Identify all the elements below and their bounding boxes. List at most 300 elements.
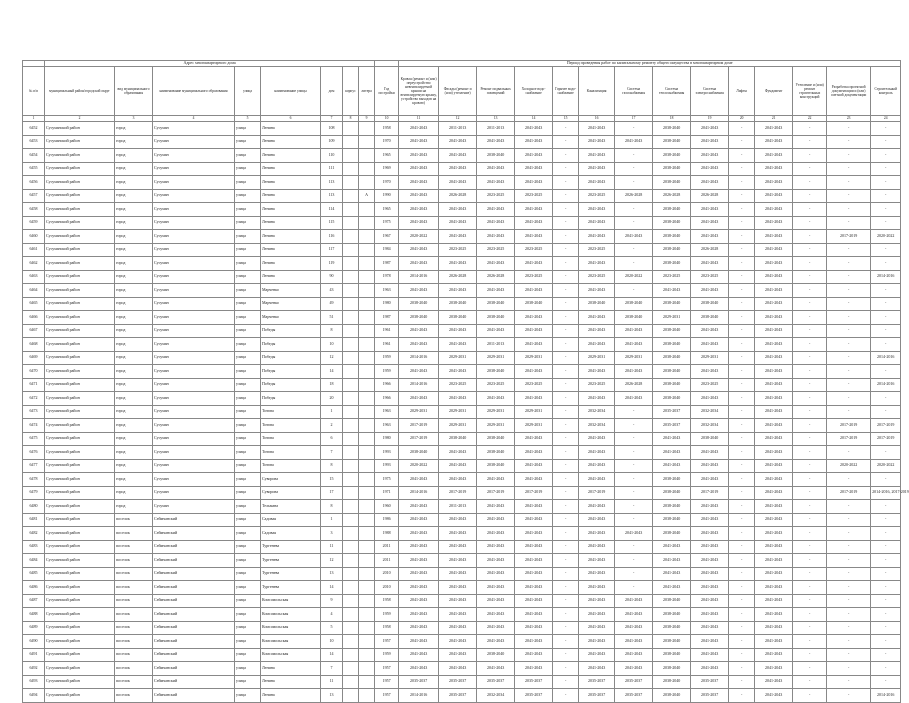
table-cell: город	[115, 203, 153, 217]
table-cell: 2023-2025	[691, 378, 729, 392]
table-cell: 3	[321, 527, 343, 541]
table-cell: Ленина	[261, 189, 321, 203]
table-cell: 6487	[23, 594, 45, 608]
table-cell: -	[553, 378, 579, 392]
table-cell: Сусуман	[153, 324, 235, 338]
table-cell: 2041-2043	[515, 648, 553, 662]
table-cell: 2041-2043	[579, 162, 615, 176]
table-cell: 2011-2013	[477, 338, 515, 352]
table-cell: 2041-2043	[579, 257, 615, 271]
table-cell: 2041-2043	[399, 581, 439, 595]
table-cell: -	[827, 675, 871, 689]
table-cell: Победы	[261, 365, 321, 379]
table-cell	[359, 459, 375, 473]
table-cell: Сусуман	[153, 162, 235, 176]
table-cell: 2041-2043	[691, 176, 729, 190]
table-cell: Сусуманский район	[45, 432, 115, 446]
table-cell: город	[115, 176, 153, 190]
table-cell: 2	[321, 419, 343, 433]
table-cell: -	[729, 540, 755, 554]
table-cell: 2041-2043	[691, 581, 729, 595]
column-header: литера	[359, 67, 375, 116]
table-cell	[343, 189, 359, 203]
table-cell: 2041-2043	[691, 162, 729, 176]
table-cell: 2032-2034	[691, 419, 729, 433]
table-cell: -	[553, 500, 579, 514]
table-cell: 2041-2043	[691, 527, 729, 541]
table-cell: 2041-2043	[691, 594, 729, 608]
column-number: 4	[153, 116, 235, 122]
table-cell: 2041-2043	[691, 540, 729, 554]
table-cell: 2014-2016	[399, 486, 439, 500]
table-cell: 2041-2043	[755, 324, 793, 338]
table-cell: -	[871, 216, 901, 230]
table-cell: 2029-2031	[515, 419, 553, 433]
table-cell: -	[729, 635, 755, 649]
table-cell: 2041-2043	[755, 311, 793, 325]
table-cell: 2026-2028	[439, 270, 477, 284]
table-cell: 6492	[23, 662, 45, 676]
table-cell: 2041-2043	[579, 513, 615, 527]
table-cell: 1	[321, 405, 343, 419]
table-cell: -	[729, 135, 755, 149]
table-cell: Сусуман	[153, 500, 235, 514]
table-cell: 2038-2040	[579, 297, 615, 311]
table-cell: 2041-2043	[515, 500, 553, 514]
table-cell: -	[827, 216, 871, 230]
table-row	[23, 378, 901, 392]
table-cell: 2038-2040	[653, 473, 691, 487]
table-cell: 6472	[23, 392, 45, 406]
table-cell: 2038-2040	[653, 662, 691, 676]
table-cell: Титова	[261, 459, 321, 473]
table-cell: 2041-2043	[579, 324, 615, 338]
table-cell: улица	[235, 473, 261, 487]
table-cell: 2041-2043	[477, 216, 515, 230]
table-cell: 113	[321, 189, 343, 203]
table-cell: 6463	[23, 270, 45, 284]
table-cell: Сусуман	[153, 405, 235, 419]
table-cell: Сусуман	[153, 243, 235, 257]
column-number: 22	[793, 116, 827, 122]
table-cell: 1960	[375, 500, 399, 514]
table-cell: -	[871, 392, 901, 406]
table-cell: Сусуманский район	[45, 527, 115, 541]
table-cell	[359, 689, 375, 703]
table-cell: 1984	[375, 243, 399, 257]
table-cell: 2041-2043	[515, 338, 553, 352]
table-cell: город	[115, 216, 153, 230]
table-cell: 2041-2043	[755, 392, 793, 406]
table-cell: 2023-2025	[439, 243, 477, 257]
table-cell: 2041-2043	[515, 635, 553, 649]
table-cell: 2041-2043	[439, 392, 477, 406]
table-cell: 2041-2043	[691, 230, 729, 244]
table-cell: 6485	[23, 567, 45, 581]
table-row	[23, 135, 901, 149]
table-cell: 2035-2037	[579, 689, 615, 703]
table-cell	[359, 392, 375, 406]
table-cell	[359, 270, 375, 284]
table-cell: -	[793, 405, 827, 419]
table-cell: Сусуман	[153, 297, 235, 311]
table-cell: -	[729, 311, 755, 325]
table-cell: Тургенева	[261, 540, 321, 554]
table-cell: 2041-2043	[477, 513, 515, 527]
table-cell: 6454	[23, 149, 45, 163]
table-cell: 2032-2034	[691, 405, 729, 419]
table-row	[23, 392, 901, 406]
table-cell: 1970	[375, 176, 399, 190]
table-cell	[343, 392, 359, 406]
table-cell: 6486	[23, 581, 45, 595]
table-cell: поселок	[115, 527, 153, 541]
table-cell: -	[793, 419, 827, 433]
table-cell: город	[115, 392, 153, 406]
table-cell: Сусуманский район	[45, 189, 115, 203]
table-cell	[359, 338, 375, 352]
table-cell: улица	[235, 500, 261, 514]
table-cell: 2041-2043	[755, 365, 793, 379]
column-number: 6	[261, 116, 321, 122]
table-row	[23, 189, 901, 203]
table-cell	[359, 324, 375, 338]
table-cell: -	[827, 662, 871, 676]
table-cell: 2041-2043	[755, 594, 793, 608]
table-cell: Садовая	[261, 527, 321, 541]
column-number: 3	[115, 116, 153, 122]
table-cell: 6465	[23, 297, 45, 311]
table-cell: -	[615, 567, 653, 581]
table-cell: город	[115, 230, 153, 244]
table-cell: -	[871, 162, 901, 176]
table-cell: 2041-2043	[399, 162, 439, 176]
table-cell: Комсомольская	[261, 621, 321, 635]
table-row	[23, 527, 901, 541]
table-cell: -	[729, 162, 755, 176]
table-cell: 2023-2025	[515, 270, 553, 284]
table-cell: Сеймчанский	[153, 689, 235, 703]
table-cell: 2017-2019	[827, 432, 871, 446]
table-cell: 2038-2040	[653, 378, 691, 392]
column-number: 5	[235, 116, 261, 122]
table-cell: 1958	[375, 122, 399, 136]
table-cell	[343, 378, 359, 392]
table-cell: 2041-2043	[579, 284, 615, 298]
table-cell: 2029-2031	[615, 351, 653, 365]
table-cell	[343, 459, 359, 473]
table-cell: 2041-2043	[579, 135, 615, 149]
table-cell	[343, 216, 359, 230]
table-cell: Сеймчанский	[153, 567, 235, 581]
table-cell	[343, 365, 359, 379]
table-cell	[359, 662, 375, 676]
table-cell: Сеймчанский	[153, 608, 235, 622]
table-cell: 2041-2043	[615, 648, 653, 662]
table-row	[23, 432, 901, 446]
table-cell: -	[553, 581, 579, 595]
table-cell: -	[553, 324, 579, 338]
table-row	[23, 311, 901, 325]
table-cell: Сусуманский район	[45, 459, 115, 473]
table-cell: Победы	[261, 351, 321, 365]
table-cell: 2038-2040	[653, 392, 691, 406]
table-cell: 2029-2031	[579, 351, 615, 365]
table-cell: -	[827, 135, 871, 149]
table-cell: Сусуманский район	[45, 540, 115, 554]
table-cell: -	[553, 473, 579, 487]
table-cell: -	[827, 527, 871, 541]
table-cell: 2038-2040	[653, 675, 691, 689]
table-cell: 2041-2043	[515, 513, 553, 527]
table-cell: улица	[235, 446, 261, 460]
table-cell: 2041-2043	[399, 608, 439, 622]
column-number: 2	[45, 116, 115, 122]
table-cell: 2041-2043	[615, 527, 653, 541]
table-cell: -	[793, 338, 827, 352]
table-cell: -	[871, 608, 901, 622]
table-cell: 2041-2043	[755, 500, 793, 514]
table-cell: 2041-2043	[477, 594, 515, 608]
table-cell: 2035-2037	[399, 675, 439, 689]
table-cell: 2041-2043	[399, 324, 439, 338]
table-cell: 11	[321, 540, 343, 554]
table-cell: -	[729, 689, 755, 703]
table-cell: -	[553, 662, 579, 676]
table-cell: Сеймчанский	[153, 675, 235, 689]
table-cell: улица	[235, 581, 261, 595]
table-cell: 2038-2040	[615, 297, 653, 311]
table-cell: 2017-2019	[871, 419, 901, 433]
table-cell: -	[553, 311, 579, 325]
table-cell: Марченко	[261, 284, 321, 298]
table-cell: Сусуман	[153, 149, 235, 163]
table-cell: -	[871, 675, 901, 689]
table-cell: улица	[235, 432, 261, 446]
table-cell: 109	[321, 135, 343, 149]
table-cell: 2041-2043	[477, 135, 515, 149]
table-cell: -	[615, 243, 653, 257]
table-cell: Сусуманский район	[45, 365, 115, 379]
table-cell	[343, 149, 359, 163]
table-cell: 2017-2019	[439, 486, 477, 500]
table-body	[23, 122, 909, 703]
table-cell: 2029-2031	[515, 405, 553, 419]
table-cell: Сусуман	[153, 311, 235, 325]
table-cell: 6470	[23, 365, 45, 379]
table-cell: -	[793, 230, 827, 244]
table-cell: -	[871, 257, 901, 271]
table-cell: 2038-2040	[653, 257, 691, 271]
table-row	[23, 554, 901, 568]
table-cell: 2035-2037	[691, 689, 729, 703]
table-cell: 2011-2013	[439, 122, 477, 136]
column-number: 18	[653, 116, 691, 122]
table-cell: -	[793, 486, 827, 500]
table-cell: 2041-2043	[755, 554, 793, 568]
table-cell: 2020-2022	[871, 459, 901, 473]
table-cell: 6483	[23, 540, 45, 554]
table-cell: 2041-2043	[399, 203, 439, 217]
table-cell: -	[793, 513, 827, 527]
table-cell: 2035-2037	[477, 675, 515, 689]
table-cell: 8	[321, 324, 343, 338]
table-cell: -	[553, 567, 579, 581]
column-header: наименование улицы	[261, 67, 321, 116]
table-cell: -	[871, 135, 901, 149]
table-cell: 2041-2043	[755, 648, 793, 662]
table-cell: 2032-2034	[477, 689, 515, 703]
table-cell: 4	[321, 608, 343, 622]
table-cell: 6468	[23, 338, 45, 352]
table-cell: -	[729, 567, 755, 581]
column-header: Фундамент	[755, 67, 793, 116]
table-cell: 2041-2043	[477, 527, 515, 541]
address-group-header: Адрес многоквартирного дома	[45, 61, 375, 67]
table-cell: 2041-2043	[515, 284, 553, 298]
table-cell: 2041-2043	[691, 662, 729, 676]
column-header: Канализация	[579, 67, 615, 116]
table-cell	[343, 648, 359, 662]
table-cell: 1980	[375, 297, 399, 311]
table-cell: 2038-2040	[477, 446, 515, 460]
table-cell: -	[553, 189, 579, 203]
table-cell: 2041-2043	[579, 230, 615, 244]
table-cell: 2041-2043	[579, 635, 615, 649]
table-cell: -	[827, 405, 871, 419]
table-cell	[359, 135, 375, 149]
table-cell: 2041-2043	[515, 608, 553, 622]
table-cell: -	[553, 230, 579, 244]
table-cell	[359, 122, 375, 136]
table-cell: -	[871, 567, 901, 581]
table-cell: -	[871, 122, 901, 136]
table-cell: 2041-2043	[579, 594, 615, 608]
table-cell: 2041-2043	[615, 338, 653, 352]
table-cell: 2038-2040	[653, 203, 691, 217]
table-cell: 1963	[375, 419, 399, 433]
table-cell: 2038-2040	[477, 297, 515, 311]
table-cell: 2041-2043	[579, 446, 615, 460]
table-cell: 6464	[23, 284, 45, 298]
table-cell: Марченко	[261, 297, 321, 311]
table-cell: 2041-2043	[477, 176, 515, 190]
table-cell	[359, 486, 375, 500]
table-cell	[359, 162, 375, 176]
table-cell: 2041-2043	[399, 473, 439, 487]
table-cell: город	[115, 149, 153, 163]
table-cell: 2041-2043	[579, 473, 615, 487]
table-cell: 2041-2043	[515, 203, 553, 217]
table-cell: Сусуманский район	[45, 608, 115, 622]
table-cell: 2020-2022	[399, 230, 439, 244]
table-cell: 2041-2043	[477, 621, 515, 635]
table-cell: 2041-2043	[515, 311, 553, 325]
table-cell: 2041-2043	[399, 540, 439, 554]
table-cell: -	[729, 662, 755, 676]
table-row	[23, 365, 901, 379]
table-cell: -	[793, 324, 827, 338]
table-cell: -	[615, 554, 653, 568]
table-cell	[343, 540, 359, 554]
table-cell: 2041-2043	[579, 203, 615, 217]
table-cell: 1975	[375, 473, 399, 487]
table-cell: 2041-2043	[515, 581, 553, 595]
table-cell: 2041-2043	[755, 284, 793, 298]
table-cell: -	[827, 567, 871, 581]
table-cell: 2014-2016	[871, 378, 901, 392]
table-cell: Сусуманский район	[45, 513, 115, 527]
table-cell: 2041-2043	[515, 459, 553, 473]
table-cell: улица	[235, 419, 261, 433]
table-cell: поселок	[115, 621, 153, 635]
table-cell: -	[871, 284, 901, 298]
table-cell: -	[615, 500, 653, 514]
table-cell: 2011-2013	[477, 122, 515, 136]
table-cell: 2038-2040	[691, 297, 729, 311]
table-cell: город	[115, 270, 153, 284]
table-cell: Тургенева	[261, 567, 321, 581]
table-cell: Сусуманский район	[45, 486, 115, 500]
table-cell: Сусуман	[153, 284, 235, 298]
table-cell: -	[615, 284, 653, 298]
table-cell: 2041-2043	[477, 554, 515, 568]
table-cell: 6462	[23, 257, 45, 271]
table-cell: 2041-2043	[439, 338, 477, 352]
table-cell: 2032-2034	[579, 419, 615, 433]
table-cell	[359, 554, 375, 568]
table-cell: 117	[321, 243, 343, 257]
table-cell: -	[827, 689, 871, 703]
table-cell: 2011	[375, 540, 399, 554]
table-cell: -	[615, 486, 653, 500]
table-cell	[359, 405, 375, 419]
table-cell: 2041-2043	[755, 203, 793, 217]
table-cell: 6469	[23, 351, 45, 365]
table-cell: Титова	[261, 432, 321, 446]
table-cell	[359, 594, 375, 608]
table-cell: улица	[235, 635, 261, 649]
table-cell: Марченко	[261, 311, 321, 325]
table-cell: 2041-2043	[755, 635, 793, 649]
table-cell: -	[793, 135, 827, 149]
table-cell: 2041-2043	[515, 527, 553, 541]
table-cell: поселок	[115, 554, 153, 568]
table-cell: улица	[235, 230, 261, 244]
column-header: Ремонт подвальных помещений	[477, 67, 515, 116]
table-cell: -	[793, 270, 827, 284]
table-cell	[359, 648, 375, 662]
table-cell: -	[827, 500, 871, 514]
table-cell: 2026-2028	[477, 270, 515, 284]
table-cell: -	[729, 122, 755, 136]
table-cell: 2041-2043	[515, 567, 553, 581]
table-cell: -	[553, 459, 579, 473]
table-cell	[343, 500, 359, 514]
table-cell: 2041-2043	[653, 446, 691, 460]
table-cell: 2038-2040	[477, 149, 515, 163]
table-cell: 2041-2043	[515, 540, 553, 554]
table-cell: Суворова	[261, 473, 321, 487]
table-cell	[343, 257, 359, 271]
table-cell: 1980	[375, 432, 399, 446]
table-cell: 2041-2043	[755, 189, 793, 203]
table-cell: 2041-2043	[691, 284, 729, 298]
table-cell: 2041-2043	[755, 419, 793, 433]
table-cell: -	[553, 257, 579, 271]
table-cell: 2041-2043	[691, 149, 729, 163]
table-cell: 12	[321, 554, 343, 568]
